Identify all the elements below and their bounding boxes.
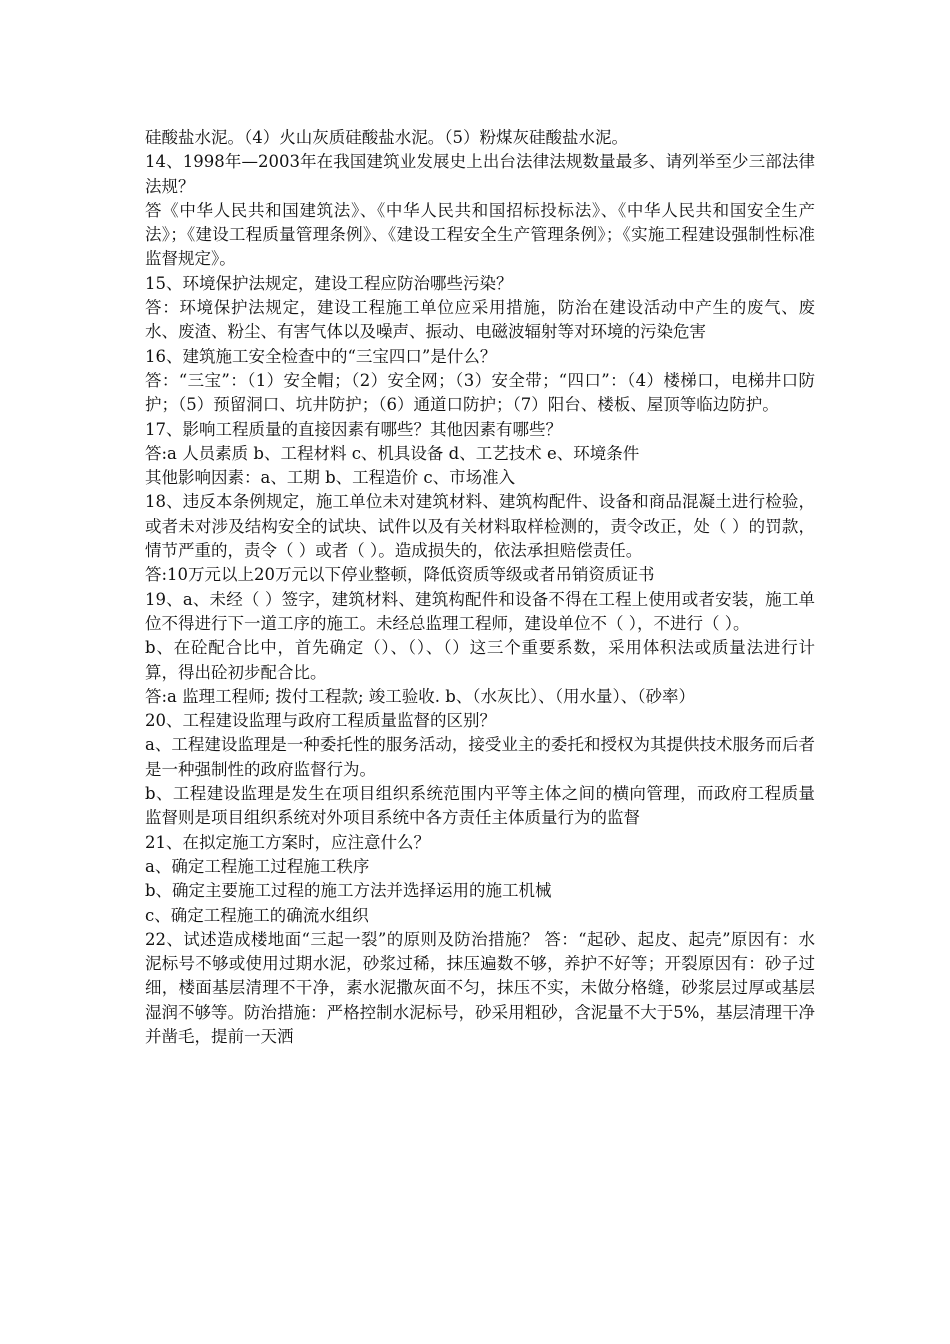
list-item: c、确定工程施工的确流水组织 <box>145 905 369 925</box>
question-heading: 19、a、未经（ ）签字，建筑材料、建筑构配件和设备不得在工程上使用或者安装，施工单位不得进行下一道工序的施工。未经总监理工程师，建设单位不（ ），不进行（ ）。 <box>145 589 815 633</box>
list-item: b、确定主要施工过程的施工方法并选择运用的施工机械 <box>145 881 552 901</box>
question-heading: 20、工程建设监理与政府工程质量监督的区别？ <box>145 711 496 731</box>
answer-paragraph: 答:a 人员素质 b、工程材料 c、机具设备 d、工艺技术 e、环境条件 <box>145 443 640 463</box>
question-heading: 17、影响工程质量的直接因素有哪些？其他因素有哪些？ <box>145 419 562 439</box>
question-heading: 16、建筑施工安全检查中的“三宝四口”是什么？ <box>145 346 497 366</box>
answer-paragraph: 答:10万元以上20万元以下停业整顿，降低资质等级或者吊销资质证书 <box>145 565 655 585</box>
question-paragraph: b、在砼配合比中，首先确定（）、（）、（）这三个重要系数，采用体积法或质量法进行计算，得出砼初步配合比。 <box>145 638 815 682</box>
question-heading: 15、环境保护法规定，建设工程应防治哪些污染？ <box>145 273 513 293</box>
question-heading: 21、在拟定施工方案时，应注意什么？ <box>145 832 430 852</box>
question-heading: 22、试述造成楼地面“三起一裂”的原则及防治措施？ 答：“起砂、起皮、起壳”原因有：水泥标号不够或使用过期水泥，砂浆过稀，抹压遍数不够，养护不好等；开裂原因有：砂子过细，楼面基层清理不干净，素水泥撒灰面不匀，抹压不实，未做分格缝，砂浆层过厚或基层湿润不够等。防治措施：严格控制水泥标号，砂采用粗砂，含泥量不大于5%，基层清理干净并凿毛，提前一天洒 <box>145 929 815 1046</box>
answer-paragraph: a、工程建设监理是一种委托性的服务活动，接受业主的委托和授权为其提供技术服务而后者是一种强制性的政府监督行为。 <box>145 735 815 779</box>
answer-paragraph: 答《中华人民共和国建筑法》、《中华人民共和国招标投标法》、《中华人民共和国安全生产法》；《建设工程质量管理条例》、《建设工程安全生产管理条例》；《实施工程建设强制性标准监督规定》。 <box>145 200 815 269</box>
answer-paragraph: 答：“三宝”：（1）安全帽；（2）安全网；（3）安全带；“四口”：（4）楼梯口，电梯井口防护；（5）预留洞口、坑井防护；（6）通道口防护；（7）阳台、楼板、屋顶等临边防护。 <box>145 370 815 415</box>
document-body <box>145 126 815 1049</box>
paragraph: 硅酸盐水泥。（4）火山灰质硅酸盐水泥。（5）粉煤灰硅酸盐水泥。 <box>145 128 628 147</box>
answer-paragraph: b、工程建设监理是发生在项目组织系统范围内平等主体之间的横向管理，而政府工程质量监督则是项目组织系统对外项目系统中各方责任主体质量行为的监督 <box>145 784 815 828</box>
list-item: a、确定工程施工过程施工秩序 <box>145 856 370 876</box>
answer-paragraph: 答：环境保护法规定，建设工程施工单位应采用措施，防治在建设活动中产生的废气、废水、废渣、粉尘、有害气体以及噪声、振动、电磁波辐射等对环境的污染危害 <box>145 298 815 342</box>
answer-paragraph: 答:a 监理工程师; 拨付工程款; 竣工验收. b、（水灰比）、（用水量）、（砂率） <box>145 686 696 706</box>
answer-paragraph: 其他影响因素：a、工期 b、工程造价 c、市场准入 <box>145 468 516 488</box>
question-heading: 14、1998年—2003年在我国建筑业发展史上出台法律法规数量最多、请列举至少三部法律法规？ <box>145 152 815 196</box>
question-heading: 18、违反本条例规定，施工单位未对建筑材料、建筑构配件、设备和商品混凝土进行检验，或者未对涉及结构安全的试块、试件以及有关材料取样检测的，责令改正，处（ ）的罚款，情节严重的，责令（ ）或者（ ）。造成损失的，依法承担赔偿责任。 <box>145 492 815 561</box>
